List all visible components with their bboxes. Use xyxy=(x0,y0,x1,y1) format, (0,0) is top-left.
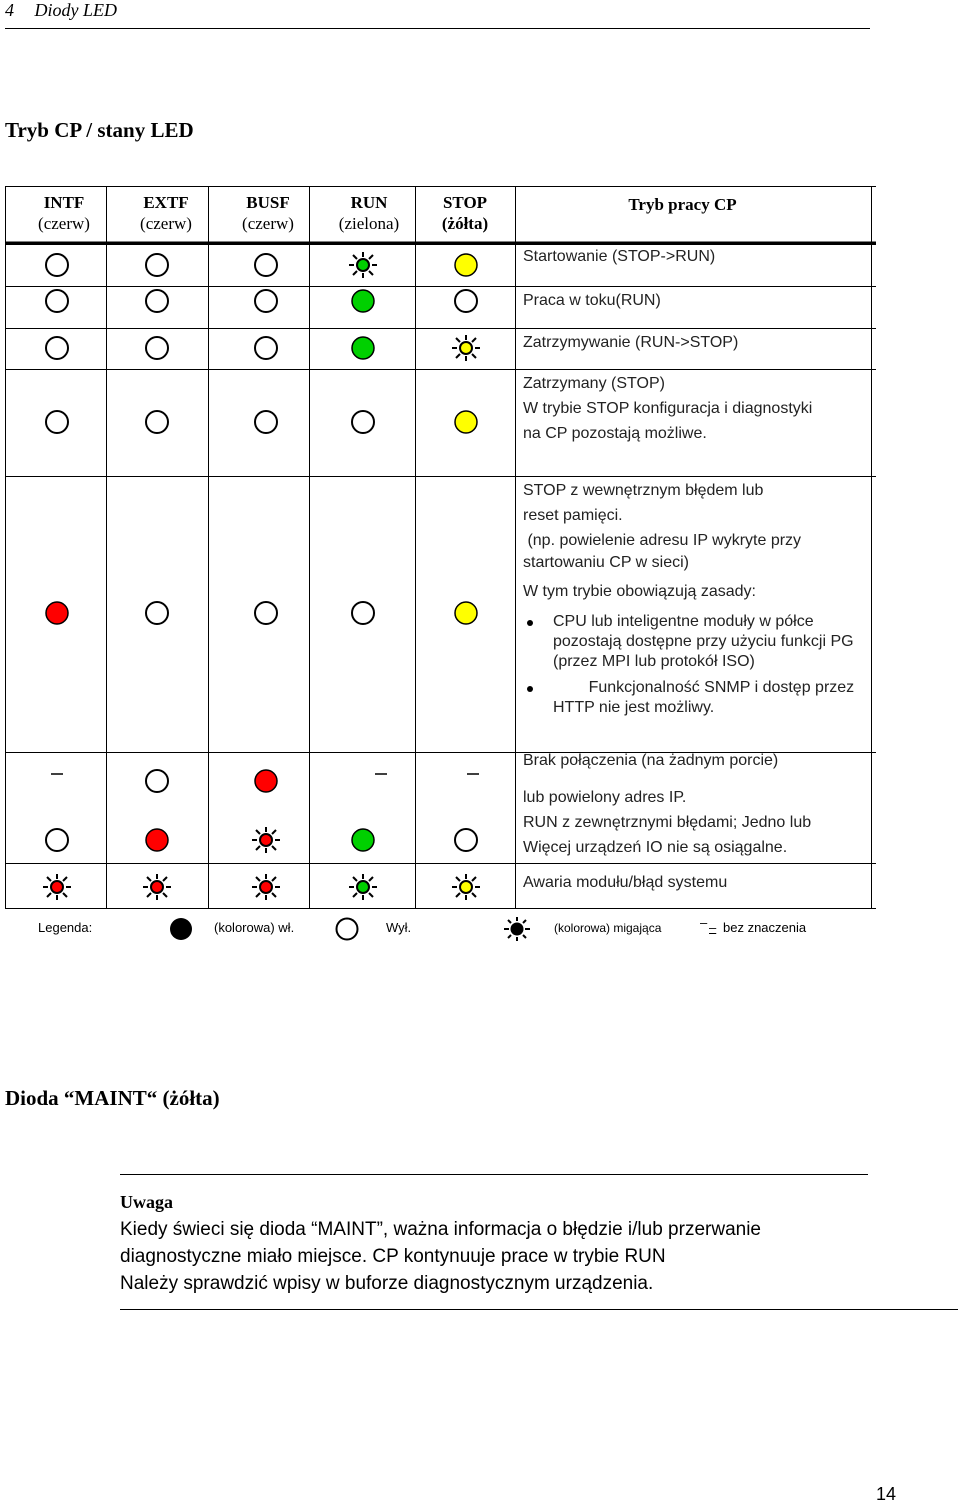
led-off-icon xyxy=(352,602,374,624)
mode-text-row-3: Zatrzymywanie (RUN->STOP) xyxy=(523,334,739,351)
legend-irrelevant-text: bez znaczenia xyxy=(723,920,807,935)
led-on-green-icon xyxy=(352,829,374,851)
led-blink-yellow-icon xyxy=(452,874,480,900)
led-on-yellow-icon xyxy=(455,602,477,624)
running-header xyxy=(5,0,117,22)
led-blink-red-icon xyxy=(43,874,71,900)
legend-label: Legenda: xyxy=(38,920,93,935)
led-on-red-icon xyxy=(255,770,277,792)
led-off-icon xyxy=(146,602,168,624)
led-status-table xyxy=(5,186,876,911)
led-on-yellow-icon xyxy=(455,254,477,276)
legend-off-icon xyxy=(333,917,361,943)
led-off-icon xyxy=(146,290,168,312)
legend-dash-left: – xyxy=(700,915,708,930)
mode-text-row-8: Awaria modułu/błąd systemu xyxy=(523,874,728,891)
led-blink-green-icon xyxy=(349,252,377,278)
note-body xyxy=(120,1216,940,1297)
section-title-led-states: Tryb CP / stany LED xyxy=(5,118,194,142)
note-rule-bottom xyxy=(120,1309,958,1310)
mode-text-row-7: RUN z zewnętrznymi błędami; Jedno lub Więcej urządzeń IO nie są osiągalne. xyxy=(523,814,812,856)
led-blink-red-icon xyxy=(252,827,280,853)
led-off-icon xyxy=(255,254,277,276)
led-off-icon xyxy=(255,411,277,433)
column-header-mode: Tryb pracy CP xyxy=(628,195,737,214)
legend-dash-right: – xyxy=(709,920,717,935)
led-on-red-icon xyxy=(146,829,168,851)
led-off-icon xyxy=(352,411,374,433)
led-off-icon xyxy=(146,337,168,359)
column-header-extf: EXTF (czerw) xyxy=(140,193,192,233)
led-on-green-icon xyxy=(352,337,374,359)
mode-rules-list xyxy=(523,612,873,718)
legend-on-text: (kolorowa) wł. xyxy=(214,920,295,935)
led-off-icon xyxy=(46,254,68,276)
mode-text-row-5: STOP z wewnętrznym błędem lub reset pamięci. (np. powielenie adresu IP wykryte przy startowaniu CP w sieci) W tym trybie obowiązują zasady: CPU lub inteligentne moduły w półce pozostają dostępne przy użyciu funkcji PG (przez MPI lub protokół ISO) Funkcjonalność SNMP i dostęp przez HTTP nie jest możliwy. xyxy=(523,478,873,718)
legend-blink-text: (kolorowa) migająca xyxy=(554,921,662,935)
header-rule xyxy=(5,28,870,29)
legend xyxy=(0,917,960,943)
note-line: Kiedy świeci się dioda “MAINT”, ważna informacja o błędzie i/lub przerwanie xyxy=(120,1219,761,1240)
led-on-yellow-icon xyxy=(455,411,477,433)
legend-off-text: Wył. xyxy=(386,920,412,935)
legend-blink-icon xyxy=(500,917,534,943)
page-number: 14 xyxy=(876,1484,897,1504)
led-off-icon xyxy=(255,337,277,359)
led-off-icon xyxy=(146,411,168,433)
led-off-icon xyxy=(255,602,277,624)
led-blink-red-icon xyxy=(252,874,280,900)
note-rule-top xyxy=(120,1174,868,1175)
note-line: Należy sprawdzić wpisy w buforze diagnostycznym urządzenia. xyxy=(120,1273,654,1294)
led-on-red-icon xyxy=(46,602,68,624)
led-off-icon xyxy=(455,290,477,312)
note-title: Uwaga xyxy=(120,1192,173,1212)
led-off-icon xyxy=(146,254,168,276)
led-blink-red-icon xyxy=(143,874,171,900)
rule-item: CPU lub inteligentne moduły w półce pozostają dostępne przy użyciu funkcji PG (przez MPI lub protokół ISO) xyxy=(523,612,873,672)
mode-text-row-2: Praca w toku(RUN) xyxy=(523,292,661,309)
led-off-icon xyxy=(146,770,168,792)
column-header-intf: INTF (czerw) xyxy=(38,193,90,233)
led-blink-yellow-icon xyxy=(452,335,480,361)
note-line: diagnostyczne miało miejsce. CP kontynuuje prace w trybie RUN xyxy=(120,1246,666,1267)
column-header-stop: STOP (żółta) xyxy=(441,193,489,233)
led-on-green-icon xyxy=(352,290,374,312)
mode-text-row-1: Startowanie (STOP->RUN) xyxy=(523,248,716,265)
led-off-icon xyxy=(46,337,68,359)
led-off-icon xyxy=(255,290,277,312)
header-chapter: Diody LED xyxy=(34,0,117,20)
led-off-icon xyxy=(46,411,68,433)
column-header-run: RUN (zielona) xyxy=(338,193,400,233)
legend-on-icon xyxy=(167,917,195,943)
section-title-maint: Dioda “MAINT“ (żółta) xyxy=(5,1086,220,1110)
led-off-icon xyxy=(455,829,477,851)
led-off-icon xyxy=(46,829,68,851)
column-header-busf: BUSF (czerw) xyxy=(242,193,294,233)
led-blink-green-icon xyxy=(349,874,377,900)
mode-text-row-6: Brak połączenia (na żadnym porcie) lub powielony adres IP. xyxy=(523,752,779,806)
mode-text-row-4: Zatrzymany (STOP) W trybie STOP konfiguracja i diagnostyki na CP pozostają możliwe. xyxy=(523,375,813,442)
rule-item: Funkcjonalność SNMP i dostęp przez HTTP nie jest możliwy. xyxy=(523,678,873,718)
led-off-icon xyxy=(46,290,68,312)
header-page-number: 4 xyxy=(5,0,14,20)
